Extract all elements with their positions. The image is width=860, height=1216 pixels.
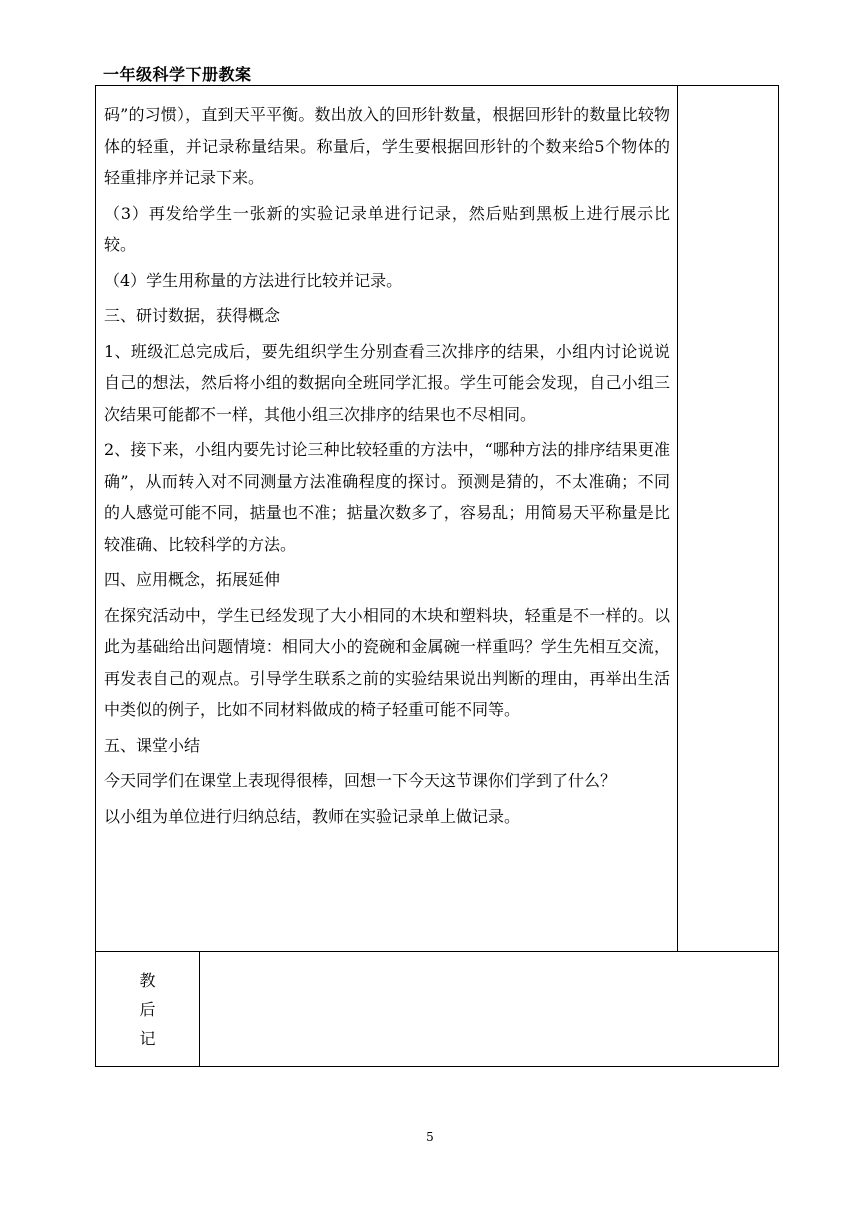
notes-label-char-2: 后 [139, 999, 156, 1019]
section-heading-summary: 五、课堂小结 [104, 735, 201, 755]
paragraph-apply: 在探究活动中，学生已经发现了大小相同的木块和塑料块，轻重是不一样的。以此为基础给出问题情境：相同大小的瓷碗和金属碗一样重吗？学生先相互交流，再发表自己的观点。引导学生联系之前的实验结果说出判断的理由，再举出生活中类似的例子，比如不同材料做成的椅子轻重可能不同等。 [104, 605, 670, 719]
lesson-plan-table [95, 85, 779, 1067]
paragraph-summary-1: 今天同学们在课堂上表现得很棒，回想一下今天这节课你们学到了什么？ [104, 771, 617, 790]
page-number: 5 [426, 1130, 434, 1144]
side-notes-cell [678, 86, 778, 952]
paragraph-summary-2: 以小组为单位进行归纳总结，教师在实验记录单上做记录。 [104, 806, 521, 826]
paragraph-step-3: （3）再发给学生一张新的实验记录单进行记录，然后贴到黑板上进行展示比较。 [104, 203, 670, 254]
post-lesson-notes-label [96, 952, 200, 1066]
post-lesson-notes-value [200, 952, 778, 1066]
document-title: 一年级科学下册教案 [103, 65, 252, 84]
lesson-content-cell [96, 86, 678, 952]
paragraph-discuss-2: 2、接下来，小组内要先讨论三种比较轻重的方法中，“哪种方法的排序结果更准确”，从而转入对不同测量方法准确程度的探讨。预测是猜的，不太准确；不同的人感觉可能不同，掂量也不准；掂量次数多了，容易乱；用简易天平称量是比较准确、比较科学的方法。 [104, 440, 670, 554]
paragraph-step-4: （4）学生用称量的方法进行比较并记录。 [104, 270, 403, 290]
post-lesson-notes-row [96, 952, 778, 1066]
notes-label-char-3: 记 [139, 1028, 156, 1048]
notes-label-char-1: 教 [139, 970, 156, 990]
section-heading-discuss: 三、研讨数据，获得概念 [104, 306, 281, 325]
section-heading-apply: 四、应用概念，拓展延伸 [104, 570, 281, 589]
lesson-content-row [96, 86, 778, 952]
paragraph-weighing-process: 码”的习惯），直到天平平衡。数出放入的回形针数量，根据回形针的数量比较物体的轻重，并记录称量结果。称量后，学生要根据回形针的个数来给5个物体的轻重排序并记录下来。 [104, 105, 670, 187]
paragraph-discuss-1: 1、班级汇总完成后，要先组织学生分别查看三次排序的结果，小组内讨论说说自己的想法，然后将小组的数据向全班同学汇报。学生可能会发现，自己小组三次结果可能都不一样，其他小组三次排序的结果也不尽相同。 [104, 341, 670, 424]
